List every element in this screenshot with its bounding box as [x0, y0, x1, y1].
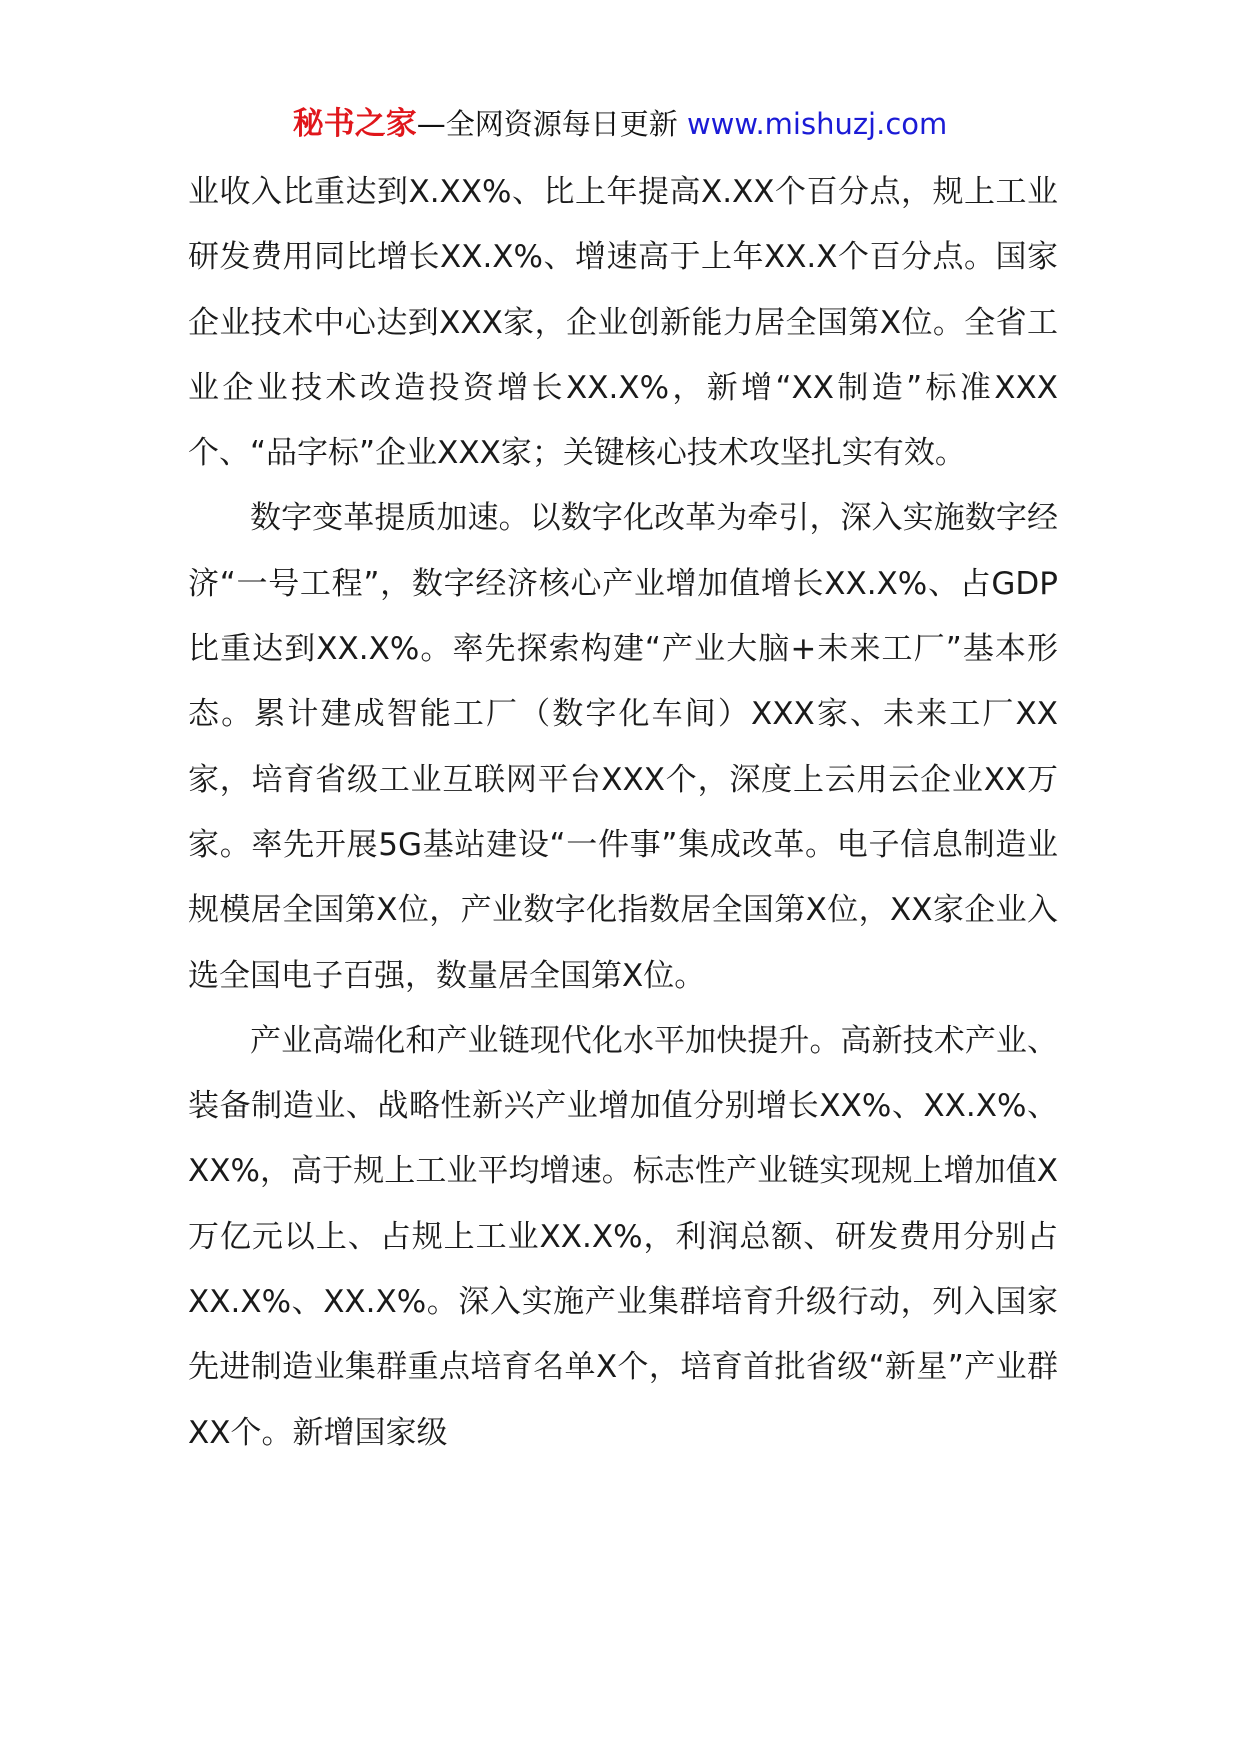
- header-tagline: —全网资源每日更新: [416, 107, 678, 141]
- header-url-link[interactable]: www.mishuzj.com: [686, 107, 948, 141]
- document-body: [188, 160, 1058, 1466]
- paragraph-1: 业收入比重达到X.XX%、比上年提高X.XX个百分点，规上工业研发费用同比增长XX.X%、增速高于上年XX.X个百分点。国家企业技术中心达到XXX家，企业创新能力居全国第X位。全省工业企业技术改造投资增长XX.X%，新增“XX制造”标准XXX个、“品字标”企业XXX家；关键核心技术攻坚扎实有效。: [188, 174, 1058, 472]
- paragraph-3: 产业高端化和产业链现代化水平加快提升。高新技术产业、装备制造业、战略性新兴产业增加值分别增长XX%、XX.X%、XX%，高于规上工业平均增速。标志性产业链实现规上增加值X万亿元以上、占规上工业XX.X%，利润总额、研发费用分别占XX.X%、XX.X%。深入实施产业集群培育升级行动，列入国家先进制造业集群重点培育名单X个，培育首批省级“新星”产业群XX个。新增国家级: [188, 1022, 1058, 1451]
- page-header: [0, 104, 1240, 144]
- header-brand: 秘书之家: [292, 106, 417, 142]
- paragraph-2: 数字变革提质加速。以数字化改革为牵引，深入实施数字经济“一号工程”，数字经济核心产业增加值增长XX.X%、占GDP比重达到XX.X%。率先探索构建“产业大脑+未来工厂”基本形态。累计建成智能工厂（数字化车间）XXX家、未来工厂XX家，培育省级工业互联网平台XXX个，深度上云用云企业XX万家。率先开展5G基站建设“一件事”集成改革。电子信息制造业规模居全国第X位，产业数字化指数居全国第X位，XX家企业入选全国电子百强，数量居全国第X位。: [188, 500, 1058, 994]
